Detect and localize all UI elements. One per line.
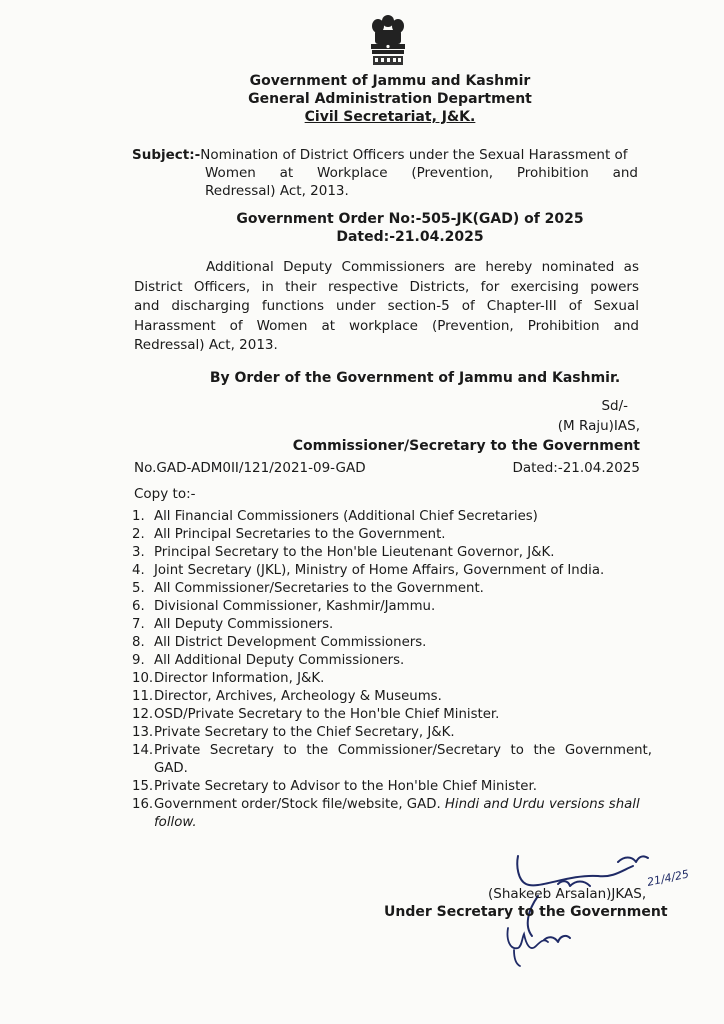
list-item-text: Joint Secretary (JKL), Ministry of Home Affairs, Government of India.	[154, 563, 605, 578]
subject-line-1: Nomination of District Officers under the Sexual Harassment of	[200, 147, 628, 163]
signatory-designation: Commissioner/Secretary to the Government	[292, 438, 640, 454]
list-item-text-continued: GAD.	[154, 761, 188, 776]
list-item-text: All District Development Commissioners.	[154, 635, 427, 650]
list-item-text: All Commissioner/Secretaries to the Government.	[154, 581, 484, 596]
body-line-4: Harassment of Women at workplace (Prevention, Prohibition and	[134, 317, 639, 334]
list-item-number: 4.	[132, 563, 145, 578]
list-item	[132, 526, 652, 544]
list-item-number: 6.	[132, 599, 145, 614]
handwritten-date: 21/4/25	[645, 867, 691, 889]
list-item	[132, 652, 652, 670]
signatory-name: (M Raju)IAS,	[557, 418, 640, 434]
list-item-text: Director Information, J&K.	[154, 671, 325, 686]
list-item-note-continued: follow.	[154, 815, 197, 830]
list-item-text: All Financial Commissioners (Additional Chief Secretaries)	[154, 509, 538, 524]
list-item-number: 1.	[132, 509, 145, 524]
list-item	[132, 634, 652, 652]
subject-line-2: Women at Workplace (Prevention, Prohibition and	[205, 165, 638, 181]
list-item-number: 3.	[132, 545, 145, 560]
by-order-line: By Order of the Government of Jammu and Kashmir.	[209, 370, 621, 386]
list-item	[132, 616, 652, 634]
subject-line-3: Redressal) Act, 2013.	[205, 183, 349, 199]
list-item	[132, 796, 652, 832]
subject-block	[132, 146, 638, 200]
list-item-text: All Principal Secretaries to the Government.	[154, 527, 446, 542]
list-item-number: 15.	[132, 779, 154, 794]
copy-to-label: Copy to:-	[134, 486, 196, 502]
list-item-number: 14.	[132, 743, 154, 758]
list-item	[132, 670, 652, 688]
list-item	[132, 688, 652, 706]
header-secretariat: Civil Secretariat, J&K.	[304, 109, 476, 125]
list-item-number: 16.	[132, 797, 154, 812]
list-item-text: Government order/Stock file/website, GAD.	[154, 797, 441, 812]
list-item-number: 7.	[132, 617, 145, 632]
body-line-1: Additional Deputy Commissioners are hereby nominated as	[206, 259, 639, 275]
list-item	[132, 580, 652, 598]
list-item-text: OSD/Private Secretary to the Hon'ble Chief Minister.	[154, 707, 500, 722]
body-line-5: Redressal) Act, 2013.	[134, 337, 278, 353]
list-item-number: 11.	[132, 689, 154, 704]
order-number: Government Order No:-505-JK(GAD) of 2025	[236, 211, 584, 227]
list-item-number: 8.	[132, 635, 145, 650]
reference-date: Dated:-21.04.2025	[512, 460, 640, 476]
list-item-text: Private Secretary to the Commissioner/Secretary to the Government,	[154, 743, 652, 758]
list-item	[132, 508, 652, 526]
list-item-note: Hindi and Urdu versions shall	[444, 797, 640, 812]
list-item-number: 13.	[132, 725, 154, 740]
handwritten-initials	[500, 920, 560, 970]
reference-number: No.GAD-ADM0II/121/2021-09-GAD	[134, 460, 366, 476]
sd-mark: Sd/-	[601, 398, 628, 414]
body-line-3: and discharging functions under section-5 of Chapter-III of Sexual	[134, 298, 639, 314]
copy-to-list	[132, 508, 652, 832]
list-item-number: 2.	[132, 527, 145, 542]
list-item-text: Private Secretary to the Chief Secretary, J&K.	[154, 725, 455, 740]
list-item-number: 5.	[132, 581, 145, 596]
list-item	[132, 742, 652, 778]
national-emblem-icon	[366, 12, 410, 68]
list-item	[132, 724, 652, 742]
list-item-number: 12.	[132, 707, 154, 722]
list-item	[132, 562, 652, 580]
list-item-text: Private Secretary to Advisor to the Hon'ble Chief Minister.	[154, 779, 537, 794]
list-item-number: 10.	[132, 671, 154, 686]
list-item-text: Divisional Commissioner, Kashmir/Jammu.	[154, 599, 436, 614]
order-body	[134, 258, 639, 356]
list-item-text: Director, Archives, Archeology & Museums.	[154, 689, 442, 704]
list-item-number: 9.	[132, 653, 145, 668]
list-item	[132, 598, 652, 616]
subject-label: Subject:-	[132, 147, 201, 163]
under-secretary-designation: Under Secretary to the Government	[384, 904, 668, 920]
list-item-text: Principal Secretary to the Hon'ble Lieutenant Governor, J&K.	[154, 545, 555, 560]
header-department: General Administration Department	[248, 91, 532, 107]
list-item-text: All Additional Deputy Commissioners.	[154, 653, 405, 668]
list-item	[132, 706, 652, 724]
list-item	[132, 778, 652, 796]
list-item	[132, 544, 652, 562]
list-item-text: All Deputy Commissioners.	[154, 617, 334, 632]
header-government: Government of Jammu and Kashmir	[249, 73, 531, 89]
body-line-2: District Officers, in their respective Districts, for exercising powers	[134, 278, 639, 295]
order-date: Dated:-21.04.2025	[336, 229, 484, 245]
under-secretary-name: (Shakeeb Arsalan)JKAS,	[488, 886, 647, 902]
